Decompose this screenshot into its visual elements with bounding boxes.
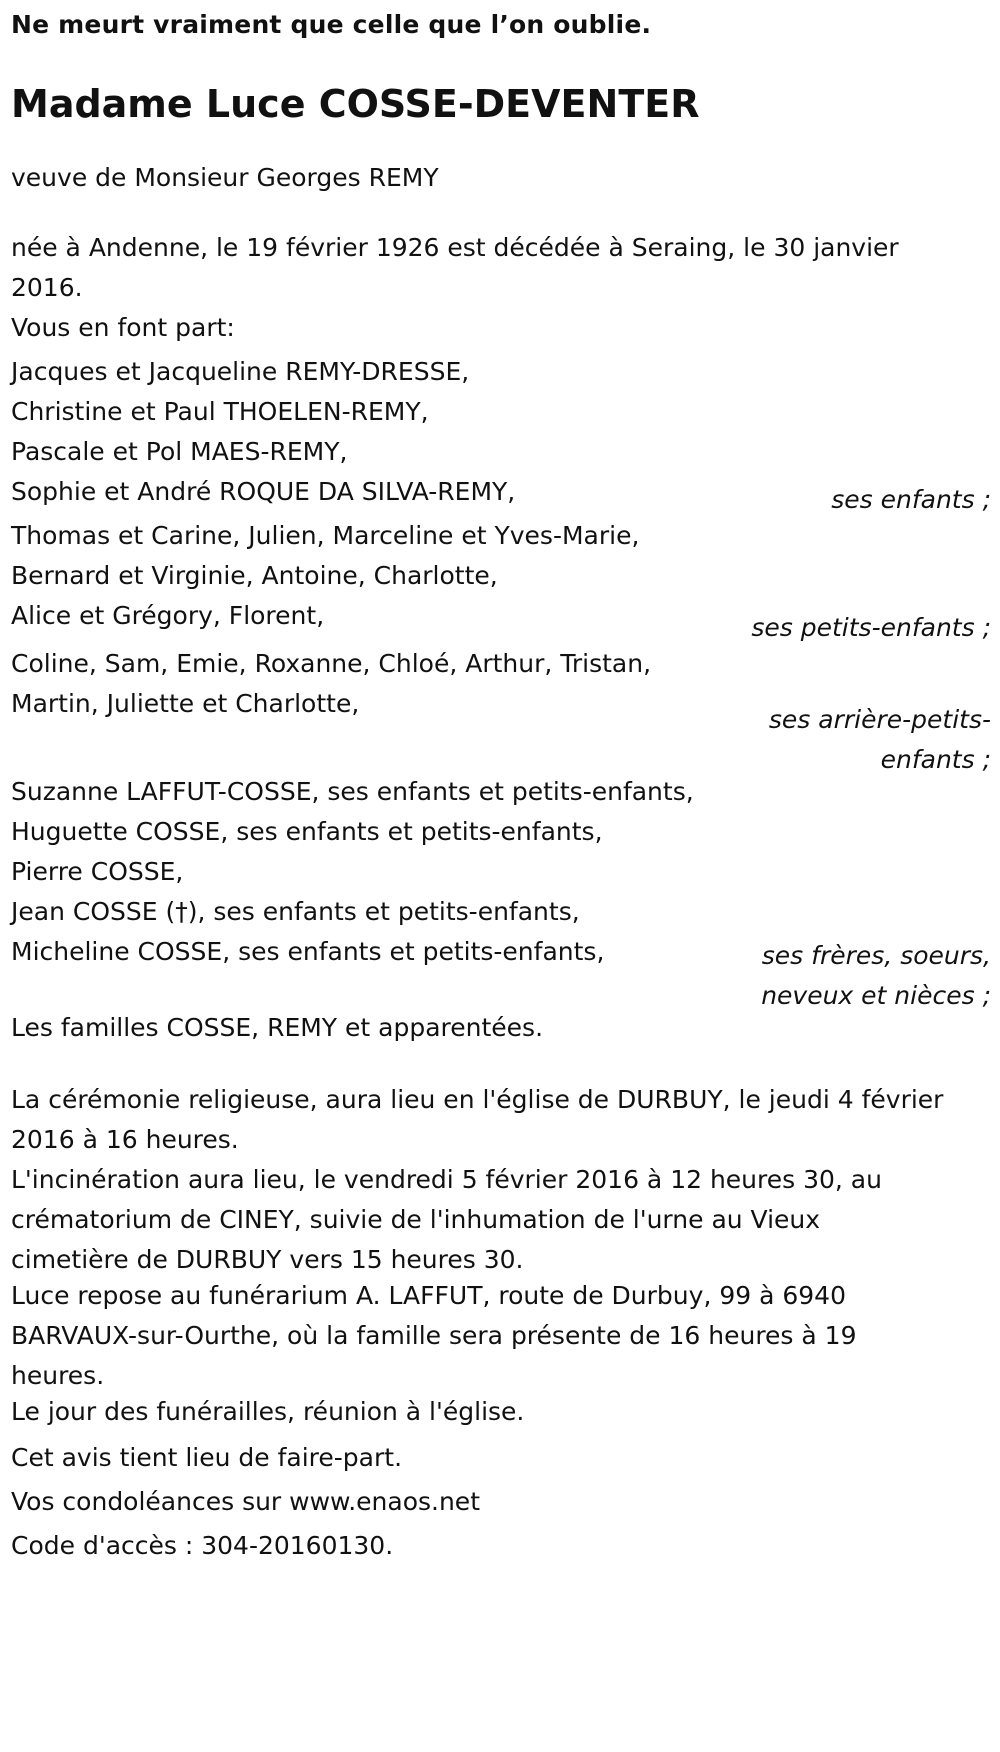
children-relation: ses enfants ; bbox=[831, 485, 991, 514]
list-item: Jean COSSE (†), ses enfants et petits-enfants, bbox=[11, 897, 580, 926]
list-item: Bernard et Virginie, Antoine, Charlotte, bbox=[11, 561, 498, 590]
text-line: cimetière de DURBUY vers 15 heures 30. bbox=[11, 1245, 524, 1274]
list-item: Pascale et Pol MAES-REMY, bbox=[11, 437, 348, 466]
list-item: Jacques et Jacqueline REMY-DRESSE, bbox=[11, 357, 470, 386]
notice-text: Cet avis tient lieu de faire-part. bbox=[11, 1443, 403, 1472]
grandchildren-relation: ses petits-enfants ; bbox=[751, 613, 991, 642]
list-item: Sophie et André ROQUE DA SILVA-REMY, bbox=[11, 477, 516, 506]
condolences-text: Vos condoléances sur www.enaos.net bbox=[11, 1487, 480, 1516]
text-line: heures. bbox=[11, 1361, 105, 1390]
list-item: Coline, Sam, Emie, Roxanne, Chloé, Arthur, Tristan, bbox=[11, 649, 652, 678]
ceremony-text: La cérémonie religieuse, aura lieu en l'église de DURBUY, le jeudi 4 février 2016 à 16 heures. bbox=[11, 1085, 944, 1154]
list-item: Christine et Paul THOELEN-REMY, bbox=[11, 397, 429, 426]
text-line: crématorium de CINEY, suivie de l'inhumation de l'urne au Vieux bbox=[11, 1205, 821, 1234]
birth-death-text: née à Andenne, le 19 février 1926 est décédée à Seraing, le 30 janvier 2016. bbox=[11, 233, 899, 302]
great-grandchildren-relation bbox=[769, 700, 991, 780]
text-line: L'incinération aura lieu, le vendredi 5 février 2016 à 12 heures 30, au bbox=[11, 1165, 882, 1194]
siblings-relation bbox=[761, 936, 991, 1016]
epigraph: Ne meurt vraiment que celle que l’on oublie. bbox=[11, 10, 652, 39]
list-item: Huguette COSSE, ses enfants et petits-enfants, bbox=[11, 817, 603, 846]
access-code: Code d'accès : 304-20160130. bbox=[11, 1531, 394, 1560]
text-line: Luce repose au funérarium A. LAFFUT, route de Durbuy, 99 à 6940 bbox=[11, 1281, 846, 1310]
meeting-text: Le jour des funérailles, réunion à l'église. bbox=[11, 1397, 525, 1426]
spouse-line: veuve de Monsieur Georges REMY bbox=[11, 163, 439, 192]
list-item: Thomas et Carine, Julien, Marceline et Yves-Marie, bbox=[11, 521, 640, 550]
relation-line: enfants ; bbox=[880, 745, 991, 774]
relation-line: neveux et nièces ; bbox=[761, 981, 991, 1010]
list-item: Suzanne LAFFUT-COSSE, ses enfants et petits-enfants, bbox=[11, 777, 694, 806]
repose-text bbox=[11, 1276, 996, 1396]
list-item: Martin, Juliette et Charlotte, bbox=[11, 689, 360, 718]
list-item: Alice et Grégory, Florent, bbox=[11, 601, 325, 630]
families-line: Les familles COSSE, REMY et apparentées. bbox=[11, 1013, 544, 1042]
deceased-name: Madame Luce COSSE-DEVENTER bbox=[11, 82, 700, 126]
relation-line: ses arrière-petits- bbox=[768, 705, 991, 734]
text-line: BARVAUX-sur-Ourthe, où la famille sera présente de 16 heures à 19 bbox=[11, 1321, 857, 1350]
announcement-intro: Vous en font part: bbox=[11, 313, 235, 342]
relation-line: ses frères, soeurs, bbox=[761, 941, 991, 970]
list-item: Micheline COSSE, ses enfants et petits-enfants, bbox=[11, 937, 605, 966]
cremation-text bbox=[11, 1160, 996, 1280]
list-item: Pierre COSSE, bbox=[11, 857, 184, 886]
